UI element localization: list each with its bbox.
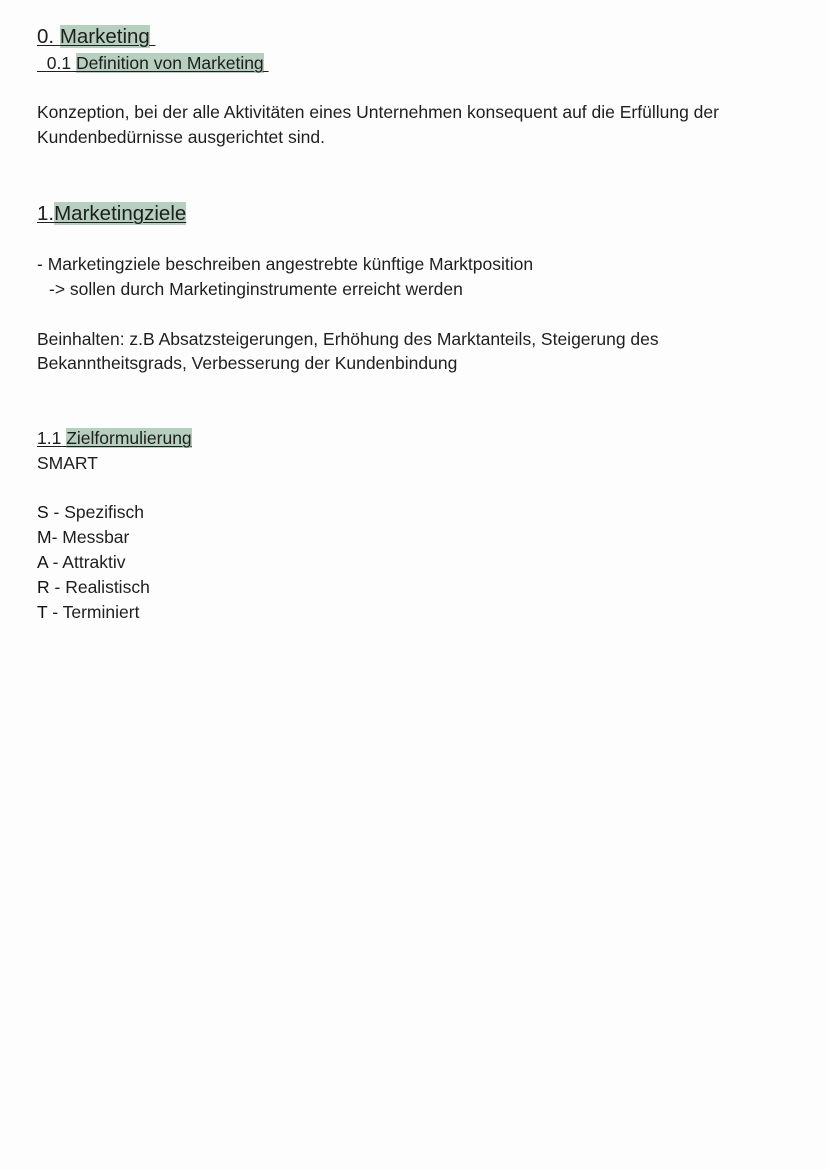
heading-section-1-number: 1. — [37, 202, 55, 225]
smart-item-letter: R — [37, 577, 50, 597]
smart-item-text: - Realistisch — [49, 577, 150, 597]
smart-item-text: - Attraktiv — [47, 552, 126, 572]
smart-item-letter: S — [37, 502, 49, 522]
heading-subsection-0-1-title: Definition von Marketing — [75, 53, 264, 73]
smart-item-text: - Terminiert — [47, 602, 140, 622]
heading-section-0-number: 0. — [37, 25, 55, 48]
heading-subsection-0-1 — [37, 51, 269, 75]
smart-item-letter: T — [37, 602, 48, 622]
heading-section-0 — [37, 24, 156, 50]
smart-acronym: SMART — [37, 453, 98, 473]
heading-subsection-1-1-title: Zielformulierung — [66, 428, 192, 448]
marketingziele-bullet: - Marketingziele beschreiben angestrebte künftige Marktposition — [37, 254, 534, 274]
heading-subsection-0-1-number: 0.1 — [46, 53, 72, 73]
smart-item-s — [37, 500, 144, 525]
beinhalten-paragraph-line-1: Beinhalten: z.B Absatzsteigerungen, Erhöhung des Marktanteils, Steigerung des — [37, 329, 659, 349]
marketingziele-bullet-sub: -> sollen durch Marketinginstrumente erreicht werden — [49, 279, 463, 299]
heading-section-1-title: Marketingziele — [54, 202, 187, 225]
definition-paragraph-line-1: Konzeption, bei der alle Aktivitäten eines Unternehmen konsequent auf die Erfüllung der — [37, 102, 719, 122]
smart-item-letter: M — [37, 527, 52, 547]
beinhalten-paragraph-line-2: Bekanntheitsgrads, Verbesserung der Kundenbindung — [37, 353, 458, 373]
smart-item-r — [37, 575, 150, 600]
smart-item-t — [37, 600, 139, 625]
smart-item-text: - Spezifisch — [48, 502, 144, 522]
heading-section-0-title: Marketing — [59, 25, 150, 48]
heading-section-1 — [37, 201, 186, 227]
smart-item-m — [37, 525, 129, 550]
heading-subsection-1-1 — [37, 426, 192, 450]
heading-subsection-1-1-number: 1.1 — [37, 428, 62, 448]
smart-item-letter: A — [37, 552, 48, 572]
smart-item-text: - Messbar — [51, 527, 130, 547]
smart-item-a — [37, 550, 126, 575]
definition-paragraph-line-2: Kundenbedürnisse ausgerichtet sind. — [37, 127, 325, 147]
